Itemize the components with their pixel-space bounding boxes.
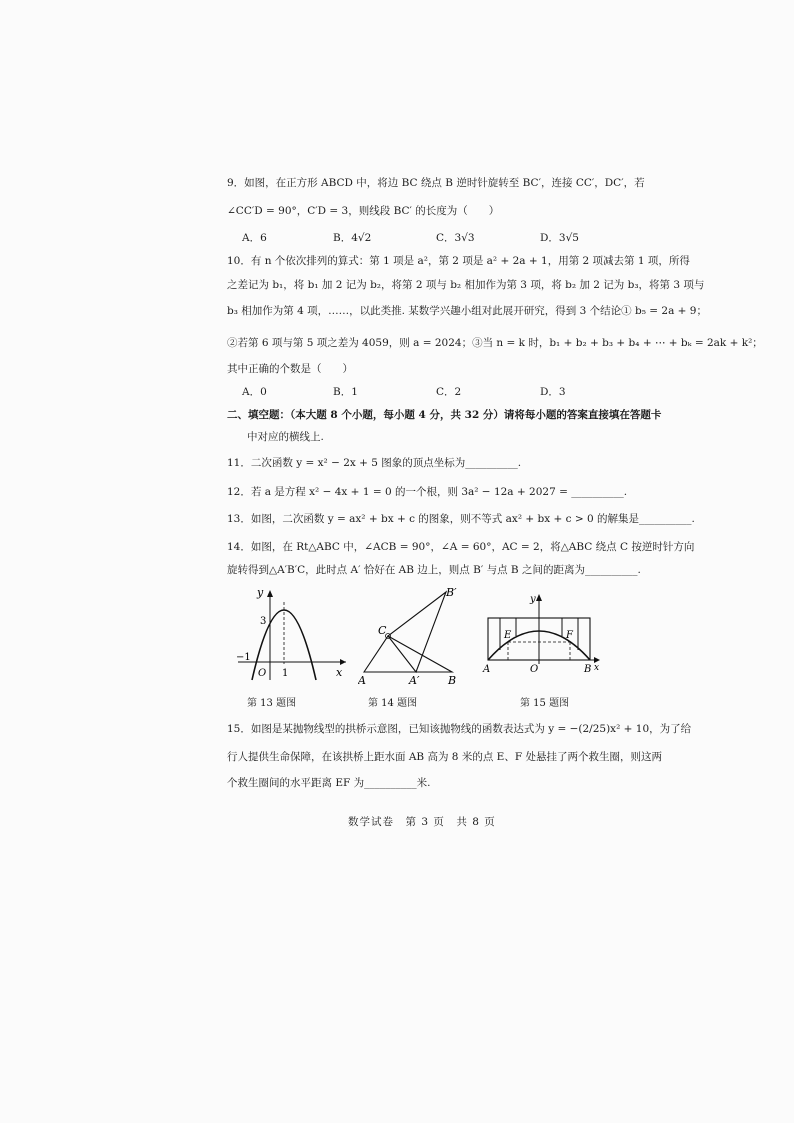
section-2-heading: 二、填空题：（本大题 8 个小题，每小题 4 分，共 32 分）请将每小题的答案直接填在答题卡 <box>227 409 662 421</box>
q10-line-4: ②若第 6 项与第 5 项之差为 4059，则 a = 2024；③当 n = k 时，b₁ + b₂ + b₃ + b₄ + ⋯ + bₖ = 2ak + k²； <box>227 337 763 349</box>
fig14-caption: 第 14 题图 <box>368 698 418 709</box>
fig13-label-1: 1 <box>282 668 289 679</box>
q9-option-a: A．6 <box>242 232 267 244</box>
q10-option-a: A．0 <box>242 386 267 398</box>
q10-line-5: 其中正确的个数是（ ） <box>227 363 353 375</box>
q9-line-2: ∠CC′D = 90°，C′D = 3，则线段 BC′ 的长度为（ ） <box>227 205 500 217</box>
q13-text: 13．如图，二次函数 y = ax² + bx + c 的图象，则不等式 ax² + bx + c > 0 的解集是__________. <box>227 513 695 525</box>
figure-13 <box>232 582 350 684</box>
q10-line-2: 之差记为 b₁，将 b₁ 加 2 记为 b₂，将第 2 项与 b₂ 相加作为第 3 项，将 b₂ 加 2 记为 b₃，将第 3 项与 <box>227 279 705 291</box>
q15-line-3: 个救生圈间的水平距离 EF 为__________米. <box>227 777 431 789</box>
q9-line-1: 9．如图，在正方形 ABCD 中，将边 BC 绕点 B 逆时针旋转至 BC′，连接 CC′，DC′，若 <box>227 177 645 189</box>
fig14-label-aprime: A′ <box>409 674 420 687</box>
fig13-y-arrow <box>267 590 273 597</box>
q15-line-2: 行人提供生命保障，在该拱桥上距水面 AB 高为 8 米的点 E、F 处悬挂了两个救生圈，则这两 <box>227 751 662 763</box>
q10-option-d: D．3 <box>540 386 566 398</box>
section-2-heading-cont: 中对应的横线上. <box>247 431 324 443</box>
fig15-label-o: O <box>530 664 539 674</box>
q10-option-c: C．2 <box>436 386 462 398</box>
q14-line-1: 14．如图，在 Rt△ABC 中，∠ACB = 90°，∠A = 60°，AC = 2，将△ABC 绕点 C 按逆时针方向 <box>227 541 695 553</box>
q10-line-3: b₃ 相加作为第 4 项，……，以此类推. 某数学兴趣小组对此展开研究，得到 3 个结论① b₅ = 2a + 9； <box>227 305 707 317</box>
q15-line-1: 15．如图是某抛物线型的拱桥示意图，已知该抛物线的函数表达式为 y = −(2/25)x² + 10，为了给 <box>227 723 692 735</box>
fig13-x-label: x <box>336 666 343 679</box>
fig15-x-label: x <box>594 663 600 673</box>
q14-line-2: 旋转得到△A′B′C，此时点 A′ 恰好在 AB 边上，则点 B′ 与点 B 之间的距离为__________. <box>227 564 641 576</box>
q9-option-c: C．3√3 <box>436 232 475 244</box>
fig15-caption: 第 15 题图 <box>520 698 570 709</box>
fig14-label-c: C <box>378 624 387 637</box>
q10-option-b: B．1 <box>333 386 358 398</box>
fig15-y-arrow <box>536 594 542 601</box>
fig14-label-a: A <box>358 674 366 687</box>
q12-text: 12．若 a 是方程 x² − 4x + 1 = 0 的一个根，则 3a² − 12a + 2027 = __________. <box>227 486 628 498</box>
q11-text: 11．二次函数 y = x² − 2x + 5 图象的顶点坐标为__________. <box>227 457 522 469</box>
fig13-caption: 第 13 题图 <box>247 698 297 709</box>
fig15-label-a: A <box>483 664 491 674</box>
fig15-label-e: E <box>504 630 512 641</box>
figure-15 <box>480 592 604 674</box>
fig15-label-f: F <box>566 630 573 641</box>
q9-option-b: B．4√2 <box>333 232 372 244</box>
fig15-label-b: B <box>584 664 592 674</box>
fig14-label-bprime: B′ <box>446 586 457 599</box>
fig13-label-3: 3 <box>260 616 267 627</box>
fig14-triangle-abc <box>364 636 452 672</box>
fig13-label-neg1: −1 <box>236 652 251 663</box>
fig14-triangle-apbpc <box>388 592 446 672</box>
fig13-origin: O <box>258 668 267 679</box>
fig15-y-label: y <box>530 594 536 605</box>
q10-line-1: 10．有 n 个依次排列的算式：第 1 项是 a²，第 2 项是 a² + 2a + 1，用第 2 项减去第 1 项，所得 <box>227 255 690 267</box>
page-footer: 数学试卷 第 3 页 共 8 页 <box>348 816 496 828</box>
figure-14 <box>358 584 468 688</box>
fig13-y-label: y <box>257 586 264 599</box>
q9-option-d: D．3√5 <box>540 232 579 244</box>
fig14-label-b: B <box>448 674 457 687</box>
fig13-x-arrow <box>340 659 346 665</box>
